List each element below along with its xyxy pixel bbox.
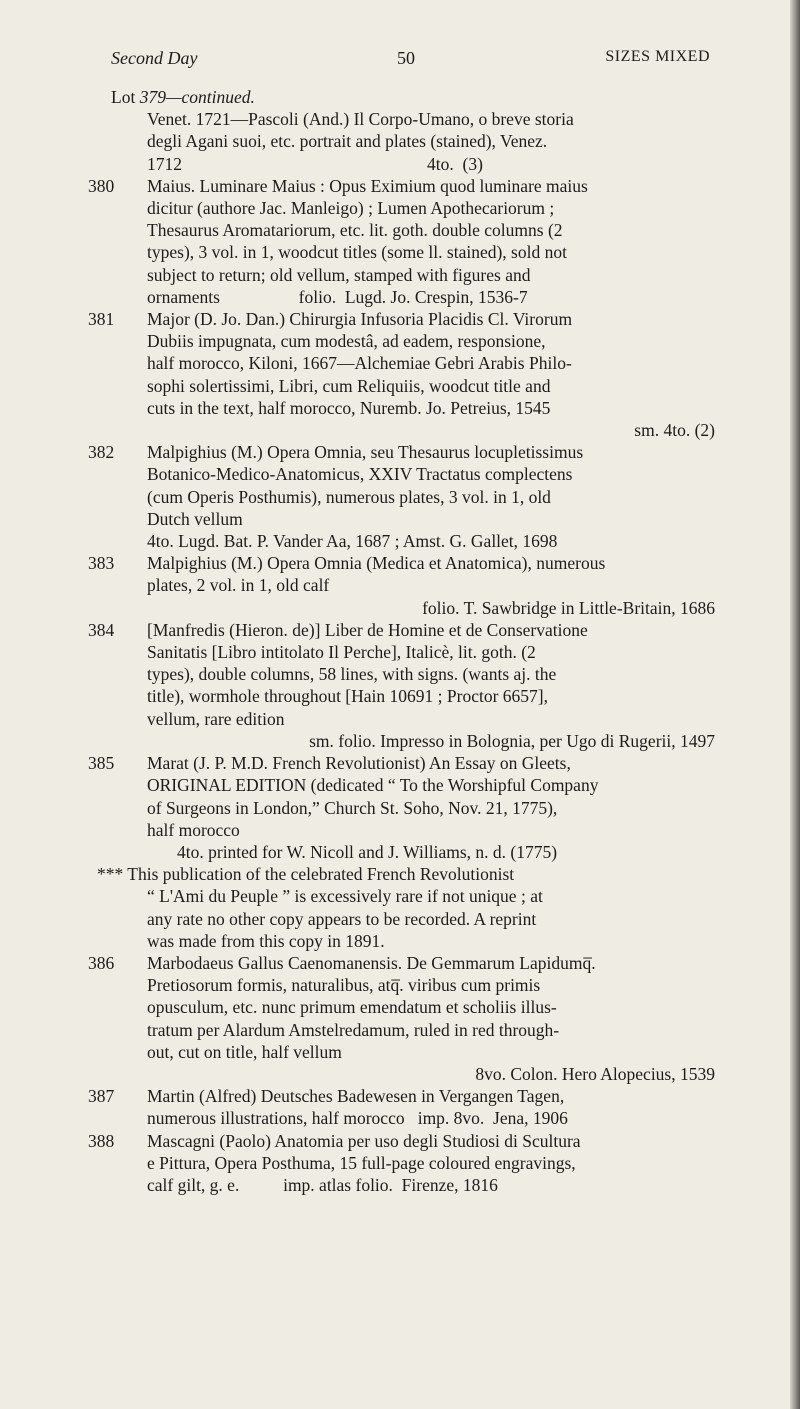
entry-line: Mascagni (Paolo) Anatomia per uso degli Studiosi di Scultura: [147, 1130, 581, 1151]
lot-continued: 379—continued.: [139, 87, 255, 107]
entry-note: *** This publication of the celebrated French Revolutionist: [97, 864, 515, 885]
entry-line: Maius. Luminare Maius : Opus Eximium quod luminare maius: [147, 175, 588, 196]
lot-number: 388: [88, 1130, 115, 1151]
catalogue-entries: [0, 86, 800, 1196]
entry-note: was made from this copy in 1891.: [147, 930, 385, 951]
entry-line: half morocco: [147, 819, 240, 840]
entry-line: Dubiis impugnata, cum modestâ, ad eadem, responsione,: [147, 331, 546, 352]
entry-line: types), 3 vol. in 1, woodcut titles (some ll. stained), sold not: [147, 242, 567, 263]
entry-line: Dutch vellum: [147, 508, 243, 529]
entry-line: sm. folio. Impresso in Bolognia, per Ugo di Rugerii, 1497: [309, 730, 715, 751]
entry-line: 1712 4to. (3): [147, 153, 483, 174]
lot-number: 387: [88, 1086, 115, 1107]
lot-number: 381: [88, 309, 115, 330]
entry-line: subject to return; old vellum, stamped with figures and: [147, 264, 531, 285]
entry-line: half morocco, Kiloni, 1667—Alchemiae Gebri Arabis Philo-: [147, 353, 572, 374]
entry-line: sm. 4to. (2): [634, 420, 715, 441]
entry-386: [0, 952, 800, 1085]
entry-382: [0, 441, 800, 552]
entry-line: types), double columns, 58 lines, with signs. (wants aj. the: [147, 664, 557, 685]
lot-number: 382: [88, 442, 115, 463]
lot-number: 383: [88, 553, 115, 574]
entry-line: cuts in the text, half morocco, Nuremb. Jo. Petreius, 1545: [147, 397, 551, 418]
running-head-left: Second Day: [111, 48, 198, 68]
entry-line: opusculum, etc. nunc primum emendatum et scholiis illus-: [147, 997, 557, 1018]
entry-line: numerous illustrations, half morocco imp. 8vo. Jena, 1906: [147, 1108, 568, 1129]
entry-note: “ L'Ami du Peuple ” is excessively rare if not unique ; at: [147, 886, 543, 907]
entry-line: Venet. 1721—Pascoli (And.) Il Corpo-Umano, o breve storia: [147, 109, 574, 130]
entry-line: title), wormhole throughout [Hain 10691 ; Proctor 6657],: [147, 686, 548, 707]
entry-381: [0, 308, 800, 441]
lot-number: 380: [88, 175, 115, 196]
entry-line: sophi solertissimi, Libri, cum Reliquiis, woodcut title and: [147, 375, 551, 396]
entry-line: (cum Operis Posthumis), numerous plates, 3 vol. in 1, old: [147, 486, 551, 507]
entry-line: [Manfredis (Hieron. de)] Liber de Homine et de Conservatione: [147, 619, 588, 640]
entry-note: any rate no other copy appears to be recorded. A reprint: [147, 908, 537, 929]
page-header: [111, 48, 710, 76]
lot-number: 385: [88, 753, 115, 774]
entry-line: ornaments folio. Lugd. Jo. Crespin, 1536-7: [147, 286, 528, 307]
entry-384: [0, 619, 800, 752]
running-head-right: SIZES MIXED: [605, 48, 710, 65]
entry-line: degli Agani suoi, etc. portrait and plates (stained), Venez.: [147, 131, 548, 152]
entry-line: ORIGINAL EDITION (dedicated “ To the Worshipful Company: [147, 775, 599, 796]
entry-383: [0, 552, 800, 619]
entry-line: Pretiosorum formis, naturalibus, atq̅. viribus cum primis: [147, 975, 541, 996]
entry-387: [0, 1085, 800, 1129]
entry-line: Malpighius (M.) Opera Omnia (Medica et Anatomica), numerous: [147, 553, 606, 574]
entry-line: 4to. Lugd. Bat. P. Vander Aa, 1687 ; Amst. G. Gallet, 1698: [147, 531, 558, 552]
entry-line: Thesaurus Aromatariorum, etc. lit. goth. double columns (2: [147, 220, 563, 241]
entry-line: tratum per Alardum Amstelredamum, ruled in red through-: [147, 1019, 560, 1040]
entry-line: e Pittura, Opera Posthuma, 15 full-page coloured engravings,: [147, 1152, 576, 1173]
entry-line: Major (D. Jo. Dan.) Chirurgia Infusoria Placidis Cl. Virorum: [147, 309, 573, 330]
entry-line: folio. T. Sawbridge in Little-Britain, 1686: [422, 597, 715, 618]
lot-number: 386: [88, 952, 115, 973]
lot-label: Lot: [111, 87, 136, 107]
entry-line: Martin (Alfred) Deutsches Badewesen in Vergangen Tagen,: [147, 1086, 565, 1107]
entry-line: plates, 2 vol. in 1, old calf: [147, 575, 330, 596]
entry-388: [0, 1130, 800, 1197]
entry-line: 8vo. Colon. Hero Alopecius, 1539: [475, 1063, 715, 1084]
entry-379: [0, 108, 800, 175]
entry-380: [0, 175, 800, 308]
entry-line: vellum, rare edition: [147, 708, 285, 729]
entry-line: out, cut on title, half vellum: [147, 1041, 342, 1062]
page-number: 50: [397, 48, 415, 68]
lot-number: 384: [88, 619, 115, 640]
entry-line: of Surgeons in London,” Church St. Soho, Nov. 21, 1775),: [147, 797, 558, 818]
entry-385: [0, 752, 800, 952]
entry-line: Marbodaeus Gallus Caenomanensis. De Gemmarum Lapidumq̅.: [147, 952, 596, 973]
entry-line: calf gilt, g. e. imp. atlas folio. Firenze, 1816: [147, 1174, 498, 1195]
entry-line: Botanico-Medico-Anatomicus, XXIV Tractatus complectens: [147, 464, 573, 485]
entry-line: dicitur (authore Jac. Manleigo) ; Lumen Apothecariorum ;: [147, 198, 555, 219]
entry-line: 4to. printed for W. Nicoll and J. Williams, n. d. (1775): [177, 841, 558, 862]
lot-heading: [111, 86, 800, 108]
entry-line: Malpighius (M.) Opera Omnia, seu Thesaurus locupletissimus: [147, 442, 584, 463]
entry-line: Sanitatis [Libro intitolato Il Perche], Italicè, lit. goth. (2: [147, 642, 536, 663]
entry-line: Marat (J. P. M.D. French Revolutionist) An Essay on Gleets,: [147, 753, 571, 774]
